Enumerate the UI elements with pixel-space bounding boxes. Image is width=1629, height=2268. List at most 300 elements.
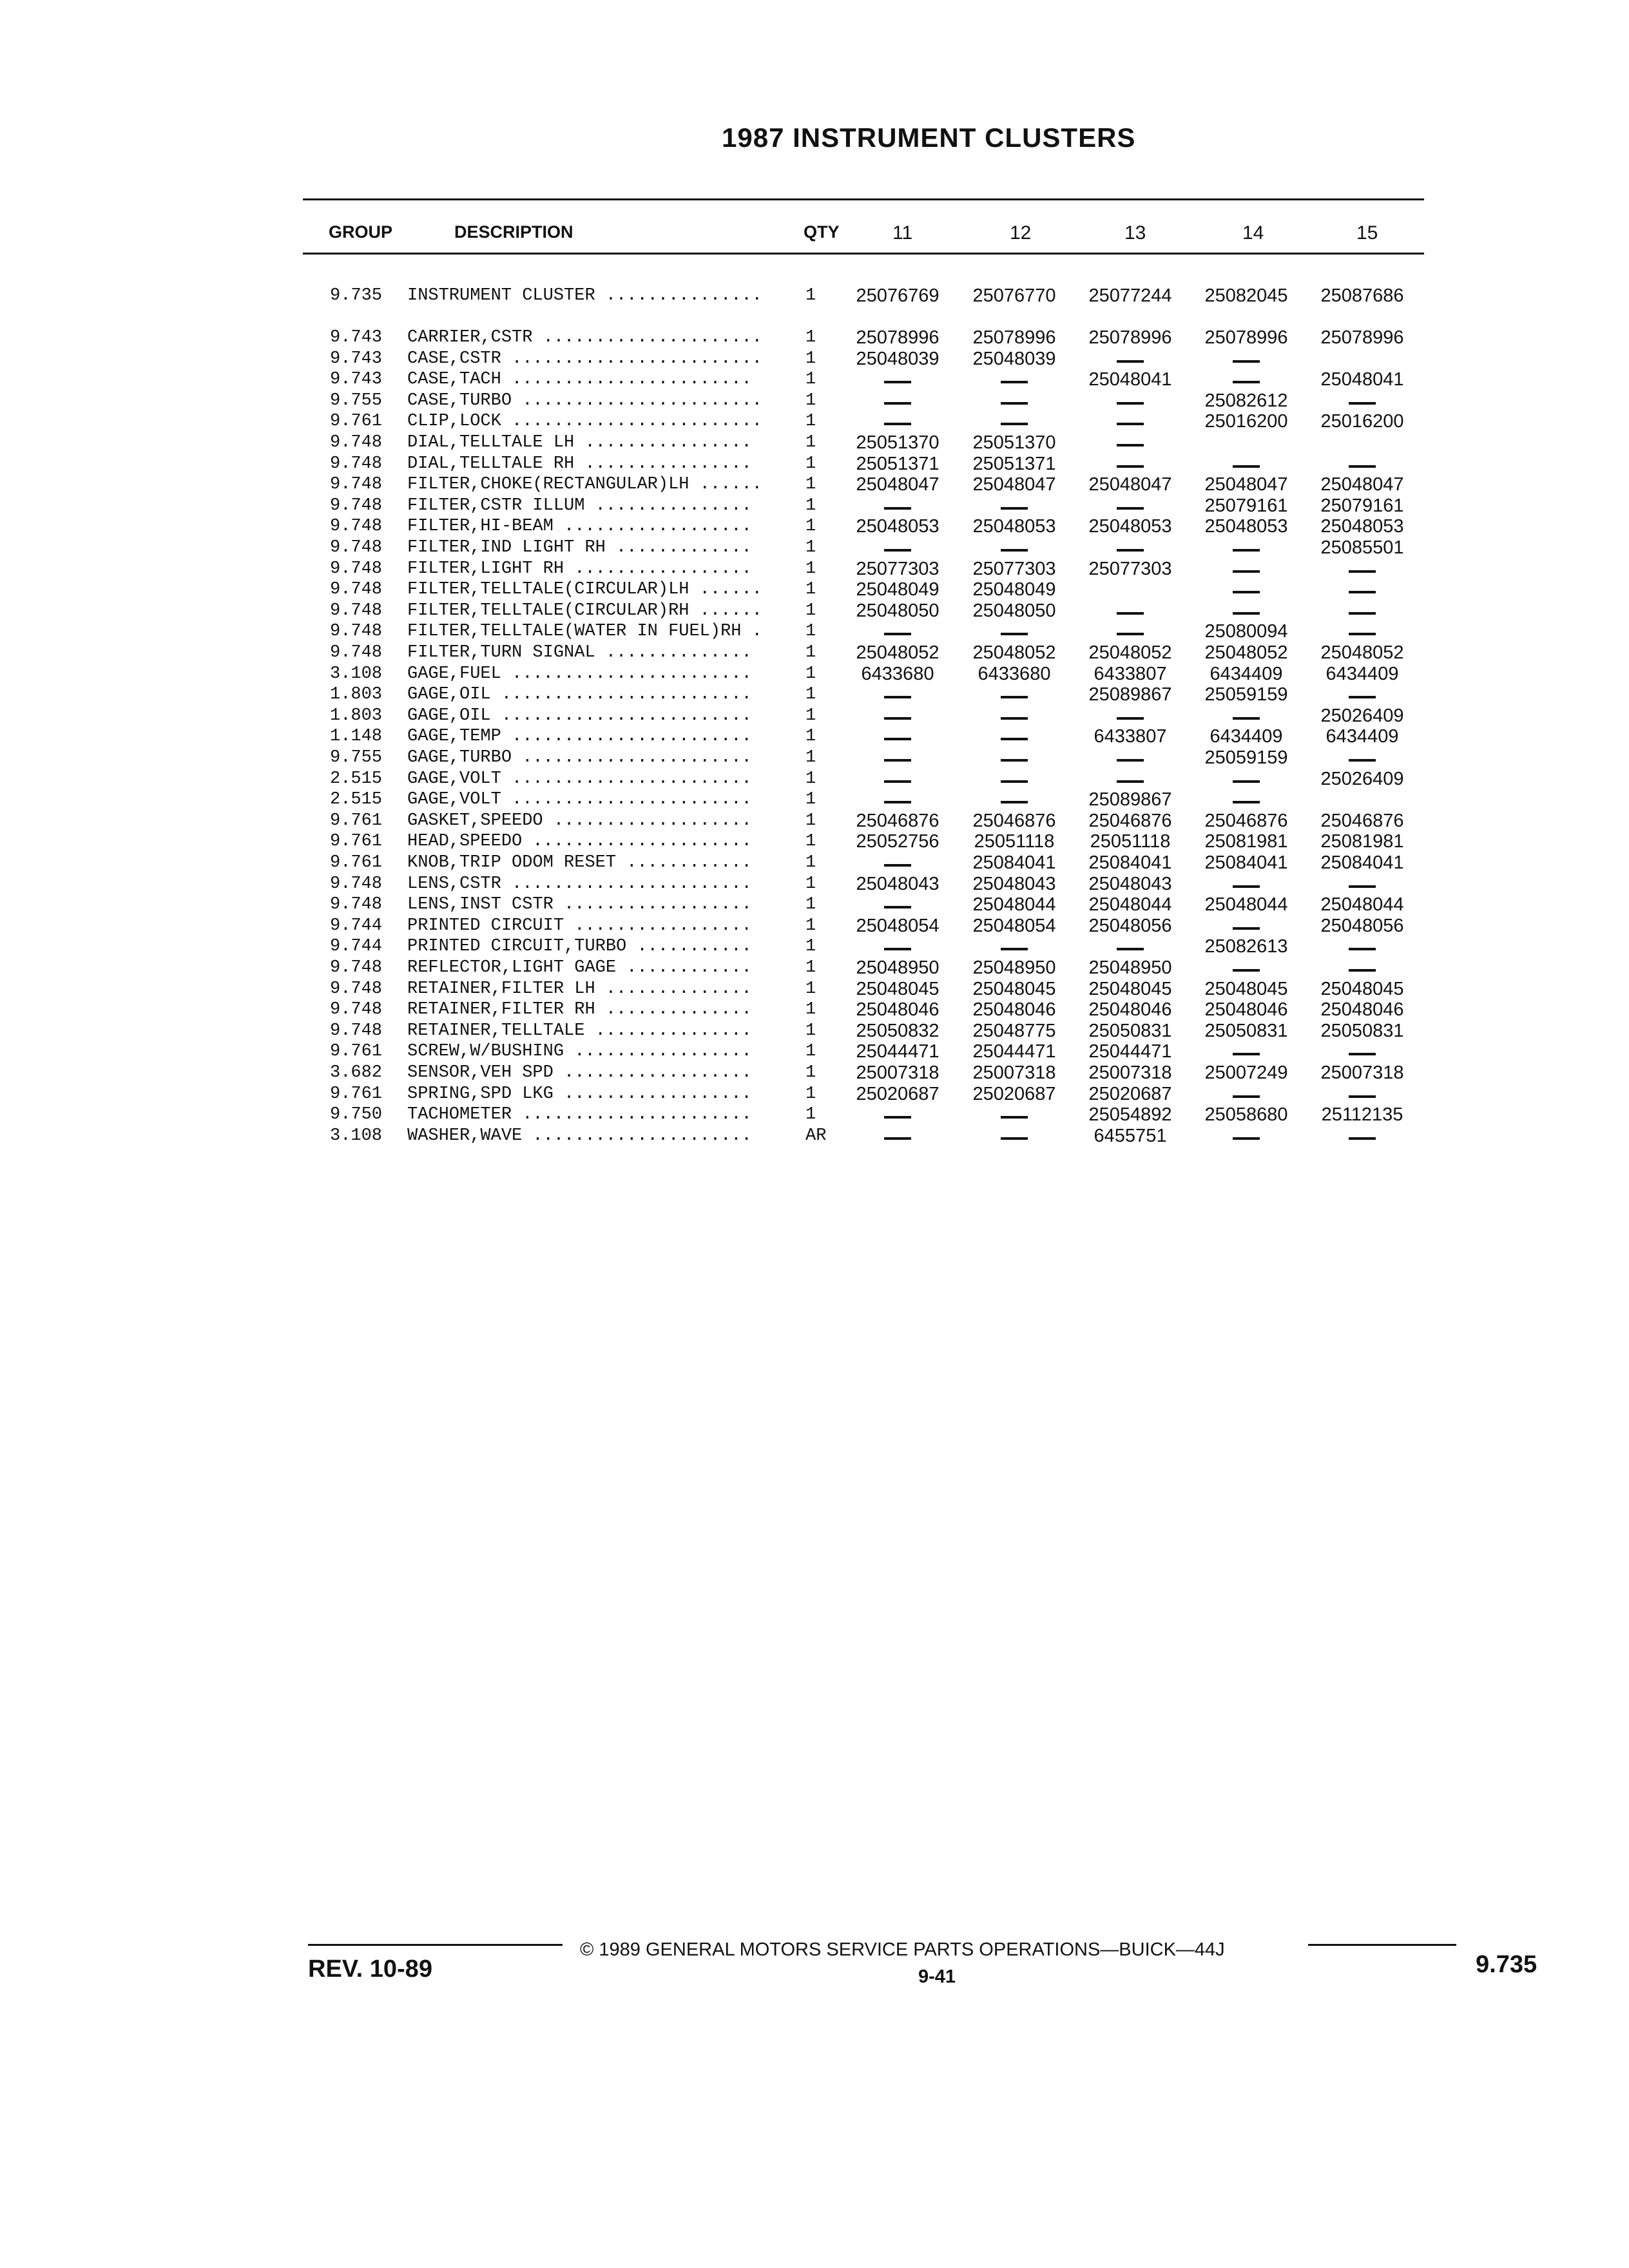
- table-row: [0, 999, 1629, 1021]
- not-applicable-dash: [1001, 1137, 1028, 1140]
- not-applicable-dash: [1117, 402, 1144, 405]
- part-description: PRINTED CIRCUIT,TURBO ...........: [407, 937, 752, 957]
- part-number: 25048053: [972, 516, 1056, 537]
- group-code: 9.761: [330, 1042, 383, 1062]
- not-applicable-dash: [1233, 969, 1260, 972]
- table-row: [0, 831, 1629, 852]
- not-applicable-dash: [1349, 1137, 1376, 1140]
- part-number: 25016200: [1204, 411, 1288, 432]
- part-number: 25077303: [1088, 558, 1172, 579]
- table-row: [0, 1126, 1629, 1147]
- quantity: 1: [805, 832, 816, 852]
- part-number: 25085501: [1320, 537, 1404, 558]
- not-applicable-dash: [1233, 1053, 1260, 1055]
- quantity: 1: [805, 1063, 816, 1082]
- part-number: 25048053: [1204, 516, 1288, 537]
- part-number: 6433807: [1094, 663, 1167, 684]
- part-number: 25051371: [972, 453, 1056, 474]
- header-column-11: 11: [892, 222, 913, 244]
- group-code: 9.748: [330, 895, 383, 915]
- part-number: 25051370: [856, 432, 940, 453]
- not-applicable-dash: [884, 633, 911, 635]
- part-number: 6434409: [1210, 726, 1283, 747]
- part-number: 25048056: [1320, 915, 1404, 936]
- not-applicable-dash: [1349, 885, 1376, 888]
- part-number: 25084041: [1320, 852, 1404, 873]
- group-code: 9.748: [330, 454, 383, 474]
- table-row: [0, 390, 1629, 412]
- quantity: 1: [805, 454, 816, 474]
- not-applicable-dash: [1349, 759, 1376, 762]
- table-row: [0, 1041, 1629, 1062]
- part-number: 25048044: [1320, 894, 1404, 916]
- part-number: 25084041: [1088, 852, 1172, 873]
- part-description: CASE,TURBO .......................: [407, 390, 762, 410]
- table-row: [0, 706, 1629, 727]
- not-applicable-dash: [1349, 696, 1376, 698]
- part-description: RETAINER,FILTER RH ..............: [407, 1000, 752, 1020]
- quantity: 1: [805, 853, 816, 872]
- table-row: [0, 285, 1629, 307]
- part-number: 25079161: [1320, 495, 1404, 516]
- part-number: 6455751: [1094, 1125, 1167, 1146]
- group-code: 2.515: [330, 790, 383, 810]
- table-row: [0, 957, 1629, 979]
- table-row: [0, 621, 1629, 642]
- part-number: 6433680: [978, 663, 1051, 684]
- part-description: GAGE,TURBO ......................: [407, 748, 752, 767]
- part-number: 25048053: [1320, 516, 1404, 537]
- not-applicable-dash: [1117, 423, 1144, 425]
- not-applicable-dash: [1233, 549, 1260, 552]
- part-description: GAGE,OIL ........................: [407, 706, 752, 726]
- table-row: [0, 789, 1629, 811]
- group-code: 2.515: [330, 769, 383, 789]
- part-description: DIAL,TELLTALE RH ................: [407, 454, 752, 474]
- not-applicable-dash: [1117, 759, 1144, 762]
- not-applicable-dash: [1001, 507, 1028, 510]
- quantity: 1: [805, 790, 816, 810]
- table-row: [0, 936, 1629, 957]
- group-code: 9.761: [330, 1084, 383, 1104]
- part-number: 25078996: [856, 327, 940, 348]
- quantity: 1: [805, 895, 816, 915]
- table-row: [0, 495, 1629, 517]
- part-number: 6433680: [861, 663, 934, 684]
- table-row: [0, 664, 1629, 685]
- part-number: 25048046: [1320, 999, 1404, 1021]
- part-number: 25077303: [856, 558, 940, 579]
- part-number: 25046876: [856, 810, 940, 831]
- group-code: 9.735: [330, 286, 383, 305]
- quantity: 1: [805, 1084, 816, 1104]
- not-applicable-dash: [1117, 444, 1144, 447]
- table-row: [0, 369, 1629, 390]
- part-number: 25048047: [856, 474, 940, 495]
- part-number: 25048043: [856, 873, 940, 894]
- not-applicable-dash: [1233, 780, 1260, 783]
- part-description: FILTER,CHOKE(RECTANGULAR)LH ......: [407, 475, 762, 495]
- part-number: 25020687: [1088, 1083, 1172, 1104]
- table-row: [0, 579, 1629, 601]
- group-code: 1.803: [330, 706, 383, 726]
- part-number: 25048043: [972, 873, 1056, 894]
- part-number: 25048050: [856, 600, 940, 621]
- not-applicable-dash: [1001, 633, 1028, 635]
- part-description: DIAL,TELLTALE LH ................: [407, 433, 752, 452]
- part-number: 25046876: [1088, 810, 1172, 831]
- part-description: CASE,TACH .......................: [407, 370, 752, 390]
- table-row: [0, 559, 1629, 580]
- part-number: 25058680: [1204, 1104, 1288, 1126]
- part-number: 25112135: [1321, 1104, 1403, 1126]
- part-number: 25076770: [972, 285, 1056, 306]
- quantity: 1: [805, 538, 816, 557]
- quantity: 1: [805, 580, 816, 600]
- quantity: 1: [805, 916, 816, 936]
- group-code: 9.748: [330, 495, 383, 515]
- quantity: 1: [805, 937, 816, 957]
- not-applicable-dash: [1233, 717, 1260, 720]
- table-row: [0, 874, 1629, 895]
- part-description: SCREW,W/BUSHING .................: [407, 1042, 752, 1062]
- part-number: 25077303: [972, 558, 1056, 579]
- part-description: CARRIER,CSTR .....................: [407, 328, 762, 347]
- part-number: 25044471: [1088, 1041, 1172, 1062]
- table-row: [0, 916, 1629, 937]
- group-code: 9.761: [330, 832, 383, 852]
- quantity: 1: [805, 1000, 816, 1020]
- part-number: 6434409: [1210, 663, 1283, 684]
- part-description: GAGE,VOLT .......................: [407, 769, 752, 789]
- part-description: GAGE,FUEL .......................: [407, 664, 752, 684]
- not-applicable-dash: [1001, 801, 1028, 803]
- quantity: 1: [805, 706, 816, 726]
- part-description: CASE,CSTR ........................: [407, 349, 762, 369]
- not-applicable-dash: [1233, 381, 1260, 383]
- header-bottom-rule: [303, 253, 1424, 255]
- part-number: 25080094: [1204, 621, 1288, 642]
- part-number: 25082613: [1204, 936, 1288, 957]
- group-code: 9.744: [330, 916, 383, 936]
- not-applicable-dash: [1001, 759, 1028, 762]
- quantity: 1: [805, 748, 816, 767]
- quantity: 1: [805, 328, 816, 347]
- header-column-12: 12: [1010, 222, 1032, 244]
- part-number: 25051371: [856, 453, 940, 474]
- table-row: [0, 411, 1629, 432]
- table-row: [0, 327, 1629, 349]
- quantity: 1: [805, 727, 816, 747]
- part-number: 25052756: [856, 831, 940, 852]
- quantity: 1: [805, 433, 816, 452]
- part-number: 6434409: [1325, 726, 1399, 747]
- group-code: 9.748: [330, 1000, 383, 1020]
- table-row: [0, 516, 1629, 537]
- table-row: [0, 894, 1629, 916]
- quantity: 1: [805, 811, 816, 831]
- part-number: 25048950: [972, 957, 1056, 978]
- part-number: 25048039: [972, 348, 1056, 369]
- part-description: LENS,INST CSTR ..................: [407, 895, 752, 915]
- header-description: DESCRIPTION: [454, 222, 574, 242]
- not-applicable-dash: [1001, 780, 1028, 783]
- part-number: 25048052: [1320, 642, 1404, 663]
- quantity: 1: [805, 874, 816, 894]
- not-applicable-dash: [1001, 549, 1028, 552]
- not-applicable-dash: [1117, 549, 1144, 552]
- part-description: INSTRUMENT CLUSTER ...............: [407, 286, 762, 305]
- table-row: [0, 747, 1629, 769]
- part-number: 25007318: [856, 1062, 940, 1083]
- not-applicable-dash: [1001, 948, 1028, 950]
- not-applicable-dash: [884, 738, 911, 740]
- footer-section-number: 9.735: [1476, 1951, 1537, 1978]
- not-applicable-dash: [884, 759, 911, 762]
- not-applicable-dash: [884, 801, 911, 803]
- table-row: [0, 537, 1629, 559]
- part-number: 25079161: [1204, 495, 1288, 516]
- part-number: 25082612: [1204, 390, 1288, 411]
- table-row: [0, 454, 1629, 475]
- part-number: 25087686: [1320, 285, 1404, 306]
- part-number: 25026409: [1320, 705, 1404, 726]
- quantity: 1: [805, 517, 816, 537]
- quantity: 1: [805, 979, 816, 999]
- part-number: 25089867: [1088, 684, 1172, 706]
- table-row: [0, 852, 1629, 874]
- part-description: FILTER,TELLTALE(WATER IN FUEL)RH .: [407, 622, 762, 642]
- not-applicable-dash: [1001, 696, 1028, 698]
- part-number: 25048053: [856, 516, 940, 537]
- part-number: 25048052: [1204, 642, 1288, 663]
- not-applicable-dash: [884, 696, 911, 698]
- part-number: 25048045: [972, 978, 1056, 999]
- part-number: 25050831: [1320, 1020, 1404, 1041]
- quantity: 1: [805, 601, 816, 620]
- not-applicable-dash: [1233, 885, 1260, 888]
- part-number: 25048047: [1204, 474, 1288, 495]
- table-row: [0, 1084, 1629, 1105]
- table-row: [0, 349, 1629, 370]
- part-number: 25007318: [1320, 1062, 1404, 1083]
- not-applicable-dash: [1233, 1095, 1260, 1098]
- not-applicable-dash: [1001, 402, 1028, 405]
- not-applicable-dash: [1349, 1095, 1376, 1098]
- not-applicable-dash: [1233, 1137, 1260, 1140]
- group-code: 9.744: [330, 937, 383, 957]
- part-number: 25048049: [856, 579, 940, 601]
- footer-copyright: © 1989 GENERAL MOTORS SERVICE PARTS OPERATIONS—BUICK—44J: [580, 1939, 1225, 1960]
- part-number: 25051118: [1090, 831, 1171, 852]
- part-description: SPRING,SPD LKG ..................: [407, 1084, 752, 1104]
- not-applicable-dash: [1233, 360, 1260, 363]
- part-number: 25048950: [1088, 957, 1172, 978]
- not-applicable-dash: [1001, 423, 1028, 425]
- part-number: 25077244: [1088, 285, 1172, 306]
- not-applicable-dash: [884, 1116, 911, 1119]
- part-number: 25048046: [1088, 999, 1172, 1021]
- part-description: TACHOMETER ......................: [407, 1105, 752, 1125]
- group-code: 9.748: [330, 643, 383, 662]
- part-description: SENSOR,VEH SPD ..................: [407, 1063, 752, 1082]
- group-code: 9.761: [330, 853, 383, 872]
- group-code: 9.748: [330, 874, 383, 894]
- table-row: [0, 684, 1629, 706]
- page-title: 1987 INSTRUMENT CLUSTERS: [722, 122, 1136, 153]
- quantity: 1: [805, 286, 816, 305]
- not-applicable-dash: [1117, 612, 1144, 615]
- group-code: 9.748: [330, 1021, 383, 1041]
- group-code: 9.750: [330, 1105, 383, 1125]
- footer-rule-right: [1308, 1944, 1456, 1946]
- part-number: 25048047: [972, 474, 1056, 495]
- not-applicable-dash: [884, 381, 911, 383]
- part-description: REFLECTOR,LIGHT GAGE ............: [407, 958, 752, 977]
- part-description: RETAINER,FILTER LH ..............: [407, 979, 752, 999]
- not-applicable-dash: [884, 717, 911, 720]
- not-applicable-dash: [1117, 717, 1144, 720]
- part-number: 25048053: [1088, 516, 1172, 537]
- not-applicable-dash: [1001, 738, 1028, 740]
- quantity: 1: [805, 412, 816, 432]
- not-applicable-dash: [1117, 780, 1144, 783]
- group-code: 9.748: [330, 622, 383, 642]
- table-row: [0, 601, 1629, 622]
- part-number: 25081981: [1320, 831, 1404, 852]
- group-code: 9.748: [330, 601, 383, 620]
- not-applicable-dash: [1349, 402, 1376, 405]
- group-code: 9.748: [330, 433, 383, 452]
- part-number: 25048056: [1088, 915, 1172, 936]
- part-description: FILTER,HI-BEAM ..................: [407, 517, 752, 537]
- part-number: 25051370: [972, 432, 1056, 453]
- part-number: 25026409: [1320, 768, 1404, 789]
- not-applicable-dash: [1233, 465, 1260, 468]
- part-number: 25048775: [972, 1020, 1056, 1041]
- not-applicable-dash: [884, 507, 911, 510]
- part-number: 25007318: [1088, 1062, 1172, 1083]
- header-column-14: 14: [1242, 222, 1264, 244]
- part-description: KNOB,TRIP ODOM RESET ............: [407, 853, 752, 872]
- quantity: 1: [805, 1042, 816, 1062]
- group-code: 9.755: [330, 390, 383, 410]
- header-column-15: 15: [1356, 222, 1378, 244]
- part-number: 25048046: [972, 999, 1056, 1021]
- group-code: 9.743: [330, 349, 383, 369]
- part-description: GAGE,VOLT .......................: [407, 790, 752, 810]
- not-applicable-dash: [1233, 570, 1260, 573]
- part-number: 25078996: [1320, 327, 1404, 348]
- not-applicable-dash: [1349, 612, 1376, 615]
- quantity: 1: [805, 370, 816, 390]
- header-qty: QTY: [804, 222, 840, 242]
- part-number: 25078996: [972, 327, 1056, 348]
- quantity: 1: [805, 685, 816, 705]
- not-applicable-dash: [884, 1137, 911, 1140]
- part-number: 6434409: [1325, 663, 1399, 684]
- group-code: 9.743: [330, 328, 383, 347]
- part-number: 25089867: [1088, 789, 1172, 811]
- group-code: 9.748: [330, 517, 383, 537]
- part-number: 25051118: [974, 831, 1055, 852]
- table-row: [0, 726, 1629, 747]
- group-code: 9.761: [330, 412, 383, 432]
- group-code: 3.682: [330, 1063, 383, 1082]
- part-number: 25082045: [1204, 285, 1288, 306]
- footer-rule-left: [308, 1944, 563, 1946]
- part-number: 25048044: [1204, 894, 1288, 916]
- part-number: 25046876: [1204, 810, 1288, 831]
- not-applicable-dash: [1233, 591, 1260, 593]
- not-applicable-dash: [1349, 633, 1376, 635]
- part-number: 25044471: [972, 1041, 1056, 1062]
- part-number: 25007318: [972, 1062, 1056, 1083]
- footer-revision: REV. 10-89: [308, 1956, 432, 1983]
- part-number: 25048041: [1088, 369, 1172, 390]
- not-applicable-dash: [1233, 927, 1260, 930]
- part-description: HEAD,SPEEDO .....................: [407, 832, 752, 852]
- part-number: 25059159: [1204, 747, 1288, 768]
- group-code: 1.803: [330, 685, 383, 705]
- part-description: FILTER,LIGHT RH .................: [407, 559, 752, 579]
- part-number: 25048050: [972, 600, 1056, 621]
- part-number: 25046876: [1320, 810, 1404, 831]
- part-number: 25048052: [972, 642, 1056, 663]
- quantity: 1: [805, 622, 816, 642]
- not-applicable-dash: [1117, 948, 1144, 950]
- not-applicable-dash: [1349, 465, 1376, 468]
- part-number: 25048052: [1088, 642, 1172, 663]
- part-description: PRINTED CIRCUIT .................: [407, 916, 752, 936]
- table-row: [0, 1062, 1629, 1084]
- part-number: 25020687: [972, 1083, 1056, 1104]
- group-code: 9.743: [330, 370, 383, 390]
- part-number: 25048044: [972, 894, 1056, 916]
- part-number: 25048045: [1088, 978, 1172, 999]
- table-row: [0, 642, 1629, 664]
- part-number: 25048049: [972, 579, 1056, 601]
- part-number: 25048045: [1204, 978, 1288, 999]
- part-number: 25050831: [1088, 1020, 1172, 1041]
- not-applicable-dash: [1117, 633, 1144, 635]
- header-column-13: 13: [1124, 222, 1146, 244]
- part-number: 25076769: [856, 285, 940, 306]
- part-number: 25048046: [1204, 999, 1288, 1021]
- not-applicable-dash: [1349, 1053, 1376, 1055]
- part-number: 25084041: [1204, 852, 1288, 873]
- not-applicable-dash: [884, 549, 911, 552]
- quantity: 1: [805, 1105, 816, 1125]
- quantity: AR: [805, 1126, 827, 1146]
- quantity: 1: [805, 390, 816, 410]
- part-number: 25048046: [856, 999, 940, 1021]
- header-group: GROUP: [329, 222, 393, 242]
- footer-page-number: 9-41: [918, 1966, 956, 1987]
- part-number: 25081981: [1204, 831, 1288, 852]
- group-code: 3.108: [330, 664, 383, 684]
- quantity: 1: [805, 769, 816, 789]
- group-code: 9.748: [330, 475, 383, 495]
- group-code: 9.748: [330, 538, 383, 557]
- part-number: 25048045: [856, 978, 940, 999]
- not-applicable-dash: [884, 906, 911, 908]
- part-number: 25078996: [1204, 327, 1288, 348]
- quantity: 1: [805, 495, 816, 515]
- table-row: [0, 979, 1629, 1000]
- part-number: 25020687: [856, 1083, 940, 1104]
- not-applicable-dash: [884, 423, 911, 425]
